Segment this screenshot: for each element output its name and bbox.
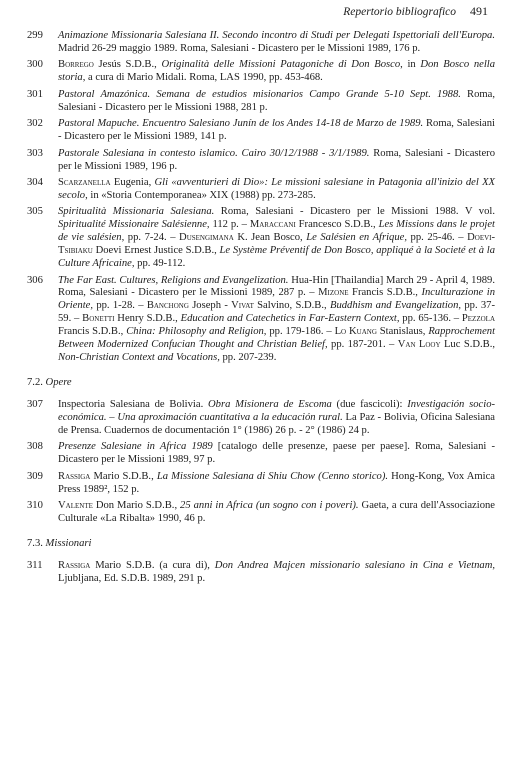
page-number: 491 (470, 4, 488, 18)
entry-details: [catalogo delle presenze, paese per paese]. Roma, Salesiani - Dicastero per le Missioni 1989, 97 p. (58, 441, 495, 466)
entry-number: 305 (27, 206, 43, 218)
entry-group-a (27, 30, 495, 365)
bibliography (27, 30, 495, 589)
author-name: Dusengimana (179, 232, 234, 244)
bibliography-entry (27, 500, 495, 526)
entry-title: The Far East. Cultures, Religions and Evangelization. (58, 274, 289, 286)
entry-number: 304 (27, 177, 43, 189)
section-title: Missionari (45, 537, 92, 549)
author-name: Borrego (58, 59, 94, 71)
section-title: Opere (45, 376, 72, 388)
entry-number: 310 (27, 500, 43, 512)
entry-details: , in (400, 59, 421, 71)
author-name: Vivat (231, 300, 254, 312)
bibliography-entry (27, 89, 495, 115)
entry-title: Obra Misionera de Escoma (208, 398, 332, 410)
author-name: Van Looy (397, 339, 441, 351)
entry-title: Pastorale Salesiana in contesto islamico. Cairo 30/12/1988 - 3/1/1989. (58, 147, 370, 159)
entry-number: 306 (27, 274, 43, 286)
author-name: Bonetti (82, 313, 115, 325)
entry-details: Francis S.D.B., (58, 326, 127, 338)
section-heading-missionari (27, 538, 495, 549)
bibliography-entry (27, 441, 495, 467)
entry-number: 309 (27, 470, 43, 482)
entry-number: 299 (27, 30, 43, 41)
entry-details: 112 p. – (209, 219, 250, 231)
entry-details: pp. 1-28. – (93, 300, 147, 312)
entry-details: Doevi Ernest Justice S.D.B., (92, 245, 220, 257)
entry-details: La Paz - Bolivia, Oficina Salesiana de Prensa. Cuadernos de documentación 1° (1986) 26 p. - 2° (1986) 24 p. (58, 411, 495, 436)
entry-number: 311 (27, 559, 43, 571)
entry-number: 300 (27, 59, 43, 71)
entry-group-b (27, 399, 495, 526)
entry-title: Non-Christian Context and Vocations, (58, 352, 220, 363)
entry-details: Ljubljana, Ed. S.D.B. 1989, 291 p. (58, 572, 206, 584)
author-name: Doevi-Tsibiaku (58, 232, 496, 257)
running-head (343, 4, 488, 19)
author-name: Scarzanella (58, 177, 111, 189)
entry-title: 25 anni in Africa (un sogno con i poveri). (180, 500, 359, 512)
entry-title: Les Missions dans le projet de vie salésien, (58, 219, 495, 244)
entry-details: Hua-Hin [Thailandia] March 29 - April 4, 1989. Roma, Salesiani - Dicastero per le Missioni 1989, 287 p. – (58, 274, 496, 299)
entry-details: Francis S.D.B., (348, 287, 422, 299)
bibliography-entry (27, 471, 495, 497)
entry-details: pp. 179-186. – (266, 326, 335, 338)
section-number: 7.3. (27, 537, 43, 549)
bibliography-entry (27, 275, 495, 365)
entry-details: pp. 187-201. – (327, 339, 398, 351)
entry-text (58, 118, 495, 144)
entry-group-c (27, 560, 495, 586)
entry-text (58, 177, 495, 203)
entry-details: pp. 207-239. (219, 352, 277, 363)
entry-title: Spiritualità Missionaria Salesiana. (58, 206, 215, 218)
entry-title: Don Bosco nella storia (58, 59, 496, 84)
entry-details: Don Mario S.D.B., (92, 500, 181, 512)
entry-details: pp. 37-59. – (58, 300, 496, 325)
bibliography-entry (27, 560, 495, 586)
author-name: Pezzola (461, 313, 495, 325)
entry-text (58, 275, 495, 365)
entry-details: pp. 7-24. – (124, 232, 180, 244)
entry-title: Le Salésien en Afrique, (306, 232, 407, 244)
entry-details: Roma, Salesiani - Dicastero per le Missioni 1988, 281 p. (58, 88, 495, 113)
entry-details: Jesús S.D.B., (93, 59, 162, 71)
entry-number: 303 (27, 147, 43, 159)
entry-details: K. Jean Bosco, (233, 232, 307, 244)
bibliography-entry (27, 148, 495, 174)
entry-text (58, 89, 495, 115)
entry-title: Don Andrea Majcen missionario salesiano in Cina e Vietnam, (214, 559, 495, 571)
bibliography-entry (27, 59, 495, 85)
bibliography-entry (27, 118, 495, 144)
entry-details: (due fascicoli): (331, 398, 408, 410)
author-name: Lo Kuang (334, 326, 377, 338)
entry-details: Joseph - (188, 300, 232, 312)
entry-text (58, 500, 495, 526)
entry-details: pp. 65-136. – (399, 313, 462, 325)
entry-details: Mario S.D.B., (90, 470, 157, 482)
entry-details: Hong-Kong, Vox Amica Press 1989², 152 p. (58, 470, 496, 495)
entry-details: Eugenia, (110, 177, 155, 189)
entry-details: Gaeta, a cura dell'Associazione Culturale «La Ribalta» 1990, 46 p. (58, 500, 495, 524)
entry-details: pp. 25-46. – (407, 232, 468, 244)
entry-text (58, 441, 495, 467)
entry-details: , in «Storia Contemporanea» XIX (1988) pp. 273-285. (85, 189, 316, 201)
entry-details: Luc S.D.B., (440, 339, 496, 351)
author-name: Banchong (146, 300, 189, 312)
bibliography-entry (27, 399, 495, 438)
entry-number: 301 (27, 88, 43, 100)
entry-title: Inculturazione in Oriente, (58, 287, 495, 312)
entry-text (58, 471, 495, 497)
entry-details: Roma, Salesiani - Dicastero per le Missioni 1988. V vol. (214, 206, 495, 218)
entry-title: Originalità delle Missioni Patagoniche di Don Bosco (161, 59, 401, 71)
author-name: Mizone (318, 287, 349, 299)
entry-title: Pastoral Amazónica. Semana de estudios misionarios Campo Grande 5-10 Sept. 1988. (58, 88, 461, 100)
entry-title: Pastoral Mapuche. Encuentro Salesiano Junín de los Andes 14-18 de Marzo de 1989. (58, 118, 424, 130)
entry-details: Inspectoria Salesiana de Bolivia. (58, 398, 208, 410)
bibliography-entry (27, 177, 495, 203)
entry-title: Animazione Missionaria Salesiana II. Secondo incontro di Studi per Delegati Ispettoriali dell'Europa. (58, 30, 495, 41)
entry-title: Investigación socio-económica. – Una aproximación cuantitativa a la educación rural. (58, 398, 496, 423)
entry-details: Henry S.D.B., (114, 313, 181, 325)
section-heading-opere (27, 377, 495, 388)
entry-details: Madrid 26-29 maggio 1989. Roma, Salesiani - Dicastero per le Missioni 1989, 176 p. (58, 42, 421, 54)
section-number: 7.2. (27, 376, 43, 388)
entry-title: Rapprochement Between Modernized Confucian Thought and Christian Belief, (58, 326, 496, 351)
bibliography-entry (27, 30, 495, 56)
author-name: Maraccani (249, 219, 296, 231)
entry-title: Gli «avventurieri di Dio»: Le missioni salesiane in Patagonia all'inizio del XX secolo (58, 177, 496, 201)
running-head-title: Repertorio bibliografico (343, 6, 456, 18)
entry-title: Education and Catechetics in Far-Eastern Context, (180, 313, 400, 325)
entry-title: China: Philosophy and Religion, (126, 326, 267, 338)
author-name: Rassiga (58, 470, 91, 482)
entry-number: 302 (27, 118, 43, 130)
entry-text (58, 59, 495, 85)
entry-details: Stanislaus, (376, 326, 429, 338)
bibliography-entry (27, 206, 495, 271)
entry-number: 308 (27, 441, 43, 453)
author-name: Rassiga (58, 559, 91, 571)
entry-text (58, 148, 495, 174)
entry-details: pp. 49-112. (134, 258, 186, 270)
entry-details: Mario S.D.B. (a cura di), (90, 559, 215, 571)
entry-text (58, 399, 495, 438)
entry-title: Buddhism and Evangelization, (329, 300, 462, 312)
entry-title: Presenze Salesiane in Africa 1989 (58, 441, 213, 453)
entry-title: Le Système Préventif de Don Bosco, appliqué à la Societé et à la Culture Africaine, (58, 245, 496, 270)
entry-title: La Missione Salesiana di Shiu Chow (Cenno storico). (156, 470, 389, 482)
entry-text (58, 30, 495, 56)
entry-title: Spiritualité Missionaire Salésienne, (58, 219, 210, 231)
entry-text (58, 560, 495, 586)
entry-details: Roma, Salesiani - Dicastero per le Missioni 1989, 196 p. (58, 147, 495, 172)
entry-details: , a cura di Mario Midali. Roma, LAS 1990, pp. 453-468. (82, 72, 323, 84)
entry-text (58, 206, 495, 271)
author-name: Valente (58, 500, 93, 512)
entry-number: 307 (27, 398, 43, 410)
entry-details: Roma, Salesiani - Dicastero per le Missioni 1989, 141 p. (58, 118, 495, 143)
entry-details: Salvino, S.D.B., (253, 300, 330, 312)
entry-details: Francesco S.D.B., (295, 219, 379, 231)
